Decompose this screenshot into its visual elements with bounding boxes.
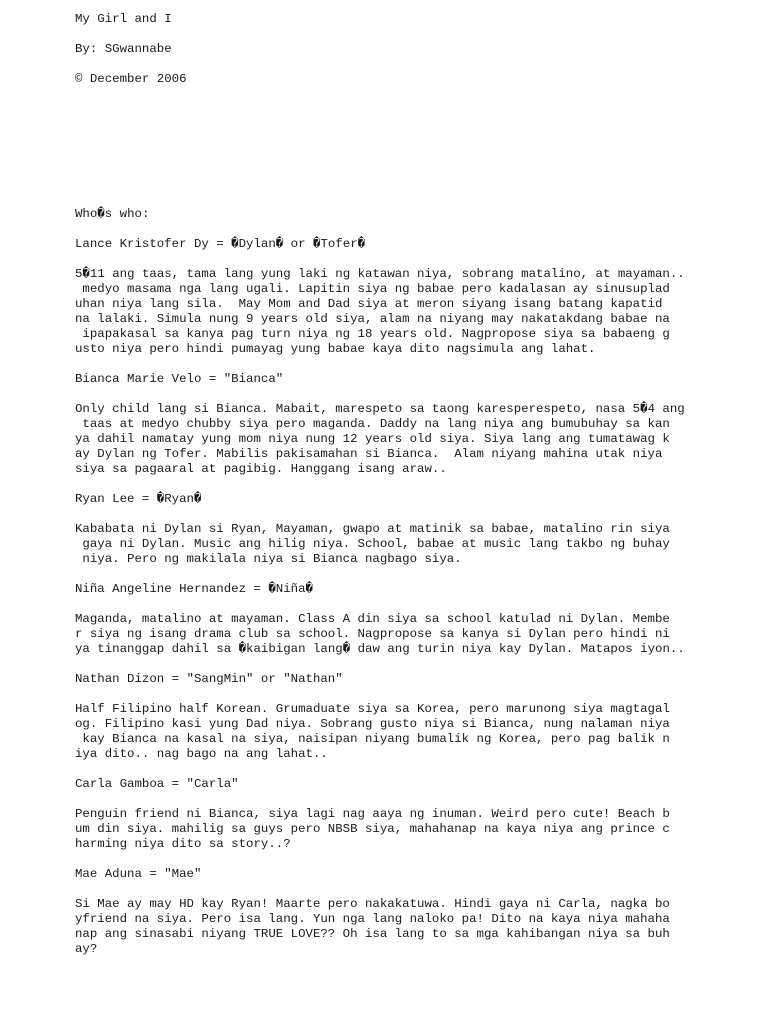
whos-who-heading: Who�s who: [75, 207, 150, 221]
description-line: medyo masama nga lang ugali. Lapitin siya ng babae pero kadalasan ay sinusuplad [75, 282, 670, 296]
description-line: ipapakasal sa kanya pag turn niya ng 18 years old. Nagpropose siya sa babaeng g [75, 327, 670, 341]
character-description [75, 522, 715, 567]
character-description [75, 807, 715, 852]
character-description [75, 267, 715, 357]
spacer [75, 357, 715, 372]
description-line: Penguin friend ni Bianca, siya lagi nag aaya ng inuman. Weird pero cute! Beach b [75, 807, 670, 821]
spacer [75, 762, 715, 777]
description-line: ay Dylan ng Tofer. Mabilis pakisamahan si Bianca. Alam niyang mahina utak niya [75, 447, 663, 461]
description-line: uhan niya lang sila. May Mom and Dad siya at meron siyang isang batang kapatid [75, 297, 663, 311]
spacer [75, 792, 715, 807]
character-heading: Ryan Lee = �Ryan� [75, 492, 202, 506]
character-heading: Carla Gamboa = "Carla" [75, 777, 239, 791]
description-line: gaya ni Dylan. Music ang hilig niya. School, babae at music lang takbo ng buhay [75, 537, 670, 551]
spacer [75, 87, 715, 147]
character-heading: Bianca Marie Velo = "Bianca" [75, 372, 284, 386]
character-heading: Lance Kristofer Dy = �Dylan� or �Tofer� [75, 237, 366, 251]
description-line: Si Mae ay may HD kay Ryan! Maarte pero nakakatuwa. Hindi gaya ni Carla, nagka bo [75, 897, 670, 911]
spacer [75, 27, 715, 42]
description-line: Only child lang si Bianca. Mabait, marespeto sa taong karesperespeto, nasa 5�4 ang [75, 402, 685, 416]
spacer [75, 597, 715, 612]
description-line: ya tinanggap dahil sa �kaibigan lang� daw ang turin niya kay Dylan. Matapos iyon.. [75, 642, 685, 656]
story-author: By: SGwannabe [75, 42, 172, 56]
spacer [75, 387, 715, 402]
description-line: r siya ng isang drama club sa school. Nagpropose sa kanya si Dylan pero hindi ni [75, 627, 670, 641]
spacer [75, 147, 715, 207]
spacer [75, 57, 715, 72]
character-description [75, 402, 715, 477]
description-line: ya dahil namatay yung mom niya nung 12 years old siya. Siya lang ang tumatawag k [75, 432, 670, 446]
description-line: Kababata ni Dylan si Ryan, Mayaman, gwapo at matinik sa babae, matalino rin siya [75, 522, 670, 536]
description-line: usto niya pero hindi pumayag yung babae kaya dito nagsimula ang lahat. [75, 342, 596, 356]
story-title: My Girl and I [75, 12, 172, 26]
description-line: Half Filipino half Korean. Grumaduate siya sa Korea, pero marunong siya magtagal [75, 702, 670, 716]
description-line: nap ang sinasabi niyang TRUE LOVE?? Oh isa lang to sa mga kahibangan niya sa buh [75, 927, 670, 941]
spacer [75, 657, 715, 672]
spacer [75, 852, 715, 867]
description-line: Maganda, matalino at mayaman. Class A din siya sa school katulad ni Dylan. Membe [75, 612, 670, 626]
description-line: og. Filipino kasi yung Dad niya. Sobrang gusto niya si Bianca, nung nalaman niya [75, 717, 670, 731]
spacer [75, 882, 715, 897]
description-line: yfriend na siya. Pero isa lang. Yun nga lang naloko pa! Dito na kaya niya mahaha [75, 912, 670, 926]
character-description [75, 897, 715, 957]
document-page [75, 12, 715, 957]
description-line: ay? [75, 942, 98, 956]
spacer [75, 567, 715, 582]
description-line: harming niya dito sa story..? [75, 837, 291, 851]
spacer [75, 477, 715, 492]
description-line: niya. Pero ng makilala niya si Bianca nagbago siya. [75, 552, 462, 566]
character-heading: Nathan Dizon = "SangMin" or "Nathan" [75, 672, 343, 686]
description-line: iya dito.. nag bago na ang lahat.. [75, 747, 328, 761]
description-line: kay Bianca na kasal na siya, naisipan niyang bumalik ng Korea, pero pag balik n [75, 732, 670, 746]
character-description [75, 702, 715, 762]
story-date: © December 2006 [75, 72, 187, 86]
description-line: na lalaki. Simula nung 9 years old siya, alam na niyang may nakatakdang babae na [75, 312, 670, 326]
spacer [75, 687, 715, 702]
character-description [75, 612, 715, 657]
spacer [75, 507, 715, 522]
spacer [75, 252, 715, 267]
character-heading: Niña Angeline Hernandez = �Niña� [75, 582, 313, 596]
description-line: 5�11 ang taas, tama lang yung laki ng katawan niya, sobrang matalino, at mayaman.. [75, 267, 685, 281]
description-line: taas at medyo chubby siya pero maganda. Daddy na lang niya ang bumubuhay sa kan [75, 417, 670, 431]
spacer [75, 222, 715, 237]
description-line: um din siya. mahilig sa guys pero NBSB siya, mahahanap na kaya niya ang prince c [75, 822, 670, 836]
description-line: siya sa pagaaral at pagibig. Hanggang isang araw.. [75, 462, 447, 476]
character-heading: Mae Aduna = "Mae" [75, 867, 202, 881]
